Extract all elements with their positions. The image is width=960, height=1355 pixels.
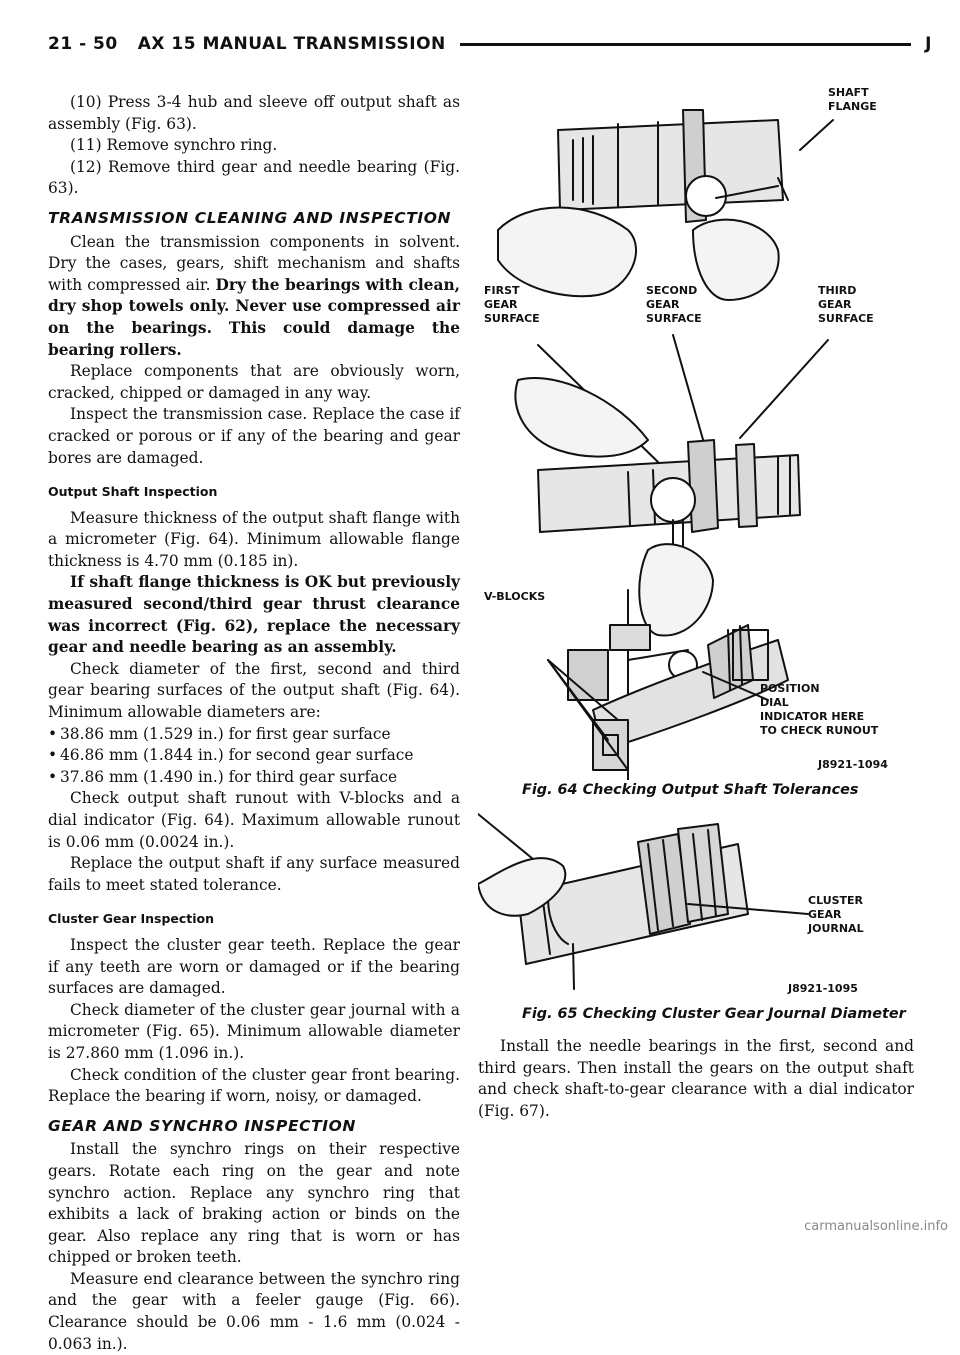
label-flange: FLANGE [828,100,877,113]
label-third-3: SURFACE [818,312,874,325]
output-shaft-para-1: Measure thickness of the output shaft flange with a micrometer (Fig. 64). Minimum allowable flange thickness is 4.70 mm (0.185 in). [48,508,460,570]
page-number: 21 - 50 [48,34,118,54]
figure-64-illustration [478,80,914,780]
figure-65-illustration [478,804,914,1004]
cluster-gear-heading: Cluster Gear Inspection [48,911,215,927]
label-third-1: THIRD [818,284,857,297]
label-position-1: POSITION [760,682,820,695]
label-first-3: SURFACE [484,312,540,325]
label-position-2: DIAL [760,696,789,709]
step-10: (10) Press 3-4 hub and sleeve off output shaft as assembly (Fig. 63). [48,93,460,133]
label-position-3: INDICATOR HERE [760,710,865,723]
label-second-3: SURFACE [646,312,702,325]
figure-64-caption: Fig. 64 Checking Output Shaft Tolerances [522,782,859,798]
cleaning-para-1-text: Clean the transmission components in solvent. Dry the cases, gears, shift mechanism and shafts with compressed air. [48,232,460,294]
watermark: carmanualsonline.info [804,1219,948,1234]
label-vblocks: V-BLOCKS [484,590,546,603]
cleaning-para-2: Replace components that are obviously worn, cracked, chipped or damaged in any way. [48,362,460,402]
figure-65-ref: J8921-1095 [788,982,858,995]
chapter-title: AX 15 MANUAL TRANSMISSION [137,34,446,54]
cluster-para-1: Inspect the cluster gear teeth. Replace the gear if any teeth are worn or damaged or if the bearing surfaces are damaged. [48,935,460,998]
cluster-para-3: Check condition of the cluster gear front bearing. Replace the bearing if worn, noisy, or damaged. [48,1065,460,1106]
right-column [478,80,914,1122]
cleaning-para-3: Inspect the transmission case. Replace the case if cracked or porous or if any of the bearing and gear bores are damaged. [48,405,460,467]
output-shaft-heading: Output Shaft Inspection [48,484,218,500]
list-item: • 38.86 mm (1.529 in.) for first gear surface [48,724,460,746]
step-11: (11) Remove synchro ring. [70,136,278,155]
label-cluster-3: JOURNAL [808,922,864,935]
diameter-list [48,724,460,789]
left-column [48,92,460,1355]
label-first-1: FIRST [484,284,520,297]
figure-64-ref: J8921-1094 [818,758,888,771]
label-second-1: SECOND [646,284,698,297]
list-item: • 46.86 mm (1.844 in.) for second gear surface [48,745,460,767]
synchro-para-2: Measure end clearance between the synchro ring and the gear with a feeler gauge (Fig. 66). Clearance should be 0.06 mm - 1.6 mm (0.024 - 0.063 in.). [48,1269,460,1353]
output-shaft-para-5: Replace the output shaft if any surface measured fails to meet stated tolerance. [48,854,460,894]
output-shaft-para-4: Check output shaft runout with V-blocks and a dial indicator (Fig. 64). Maximum allowable runout is 0.06 mm (0.0024 in.). [48,789,460,851]
label-second-2: GEAR [646,298,680,311]
cleaning-para-1 [48,232,460,362]
synchro-para-1: Install the synchro rings on their respective gears. Rotate each ring on the gear and note synchro action. Replace any synchro ring that exhibits a lack of braking action or binds on the gear. Also replace any ring that is worn or has chipped or broken teeth. [48,1140,460,1267]
output-shaft-para-2 [48,572,460,658]
label-cluster-2: GEAR [808,908,842,921]
step-12: (12) Remove third gear and needle bearing (Fig. 63). [48,157,460,198]
cleaning-heading: TRANSMISSION CLEANING AND INSPECTION [48,208,452,227]
label-third-2: GEAR [818,298,852,311]
right-para: Install the needle bearings in the first, second and third gears. Then install the gears on the output shaft and check shaft-to-gear clearance with a dial indicator (Fig. 67). [478,1037,914,1120]
output-shaft-warning: If shaft flange thickness is OK but previously measured second/third gear thrust clearance was incorrect (Fig. 62), replace the necessary gear and needle bearing as an assembly. [48,573,460,657]
output-shaft-para-3: Check diameter of the first, second and third gear bearing surfaces of the output shaft (Fig. 64). Minimum allowable diameters are: [48,659,460,722]
cleaning-warning: Dry the bearings with clean, dry shop towels only. Never use compressed air on the bearings. This could damage the bearing rollers. [48,275,460,359]
header-rule [460,43,911,46]
cluster-para-2: Check diameter of the cluster gear journal with a micrometer (Fig. 65). Minimum allowable diameter is 27.860 mm (1.096 in.). [48,1000,460,1062]
label-position-4: TO CHECK RUNOUT [760,724,879,737]
list-item: • 37.86 mm (1.490 in.) for third gear surface [48,767,460,789]
figure-65-caption: Fig. 65 Checking Cluster Gear Journal Diameter [522,1006,906,1022]
label-cluster-1: CLUSTER [808,894,864,907]
page-header [48,30,932,58]
figure-65 [478,804,914,1022]
label-first-2: GEAR [484,298,518,311]
synchro-heading: GEAR AND SYNCHRO INSPECTION [48,1116,356,1135]
label-shaft: SHAFT [828,86,869,99]
figure-64 [478,80,914,798]
header-letter: J [925,34,932,54]
